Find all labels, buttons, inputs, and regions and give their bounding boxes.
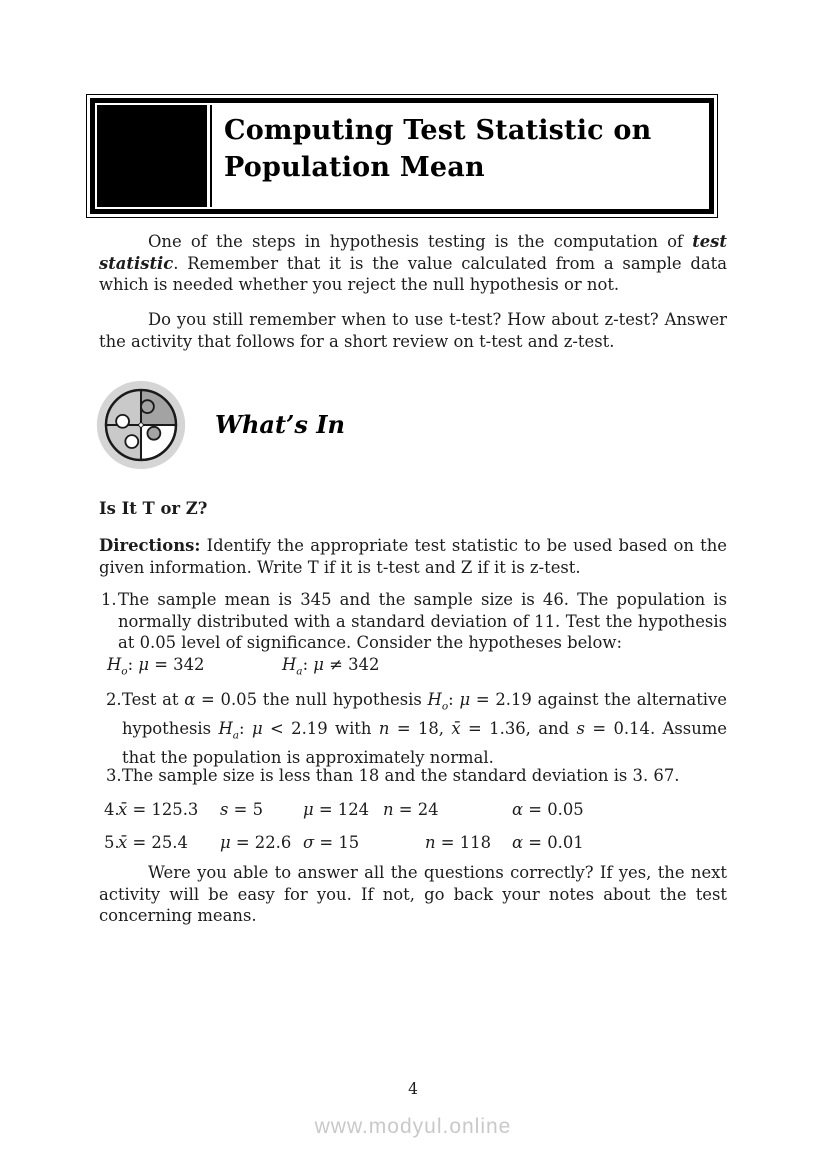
list-item-2	[99, 689, 727, 769]
item-5-mu: μ = 22.6	[220, 833, 292, 852]
intro-paragraph-2: Do you still remember when to use t-test? How about z-test? Answer the activity that follows for a short review on t-test and z-test.	[99, 310, 727, 351]
list-item-5	[99, 832, 727, 854]
puzzle-pieces-svg	[95, 379, 187, 471]
section-heading-whats-in: What’s In	[215, 410, 345, 439]
watermark: www.modyul.online	[314, 1115, 512, 1138]
banner-inner-frame	[90, 98, 714, 214]
item-1-number: 1.	[101, 590, 117, 609]
item-1-hypotheses	[99, 654, 727, 676]
activity-title: Is It T or Z?	[99, 499, 208, 518]
item-4-alpha: α = 0.05	[512, 800, 584, 819]
intro-p1-post: . Remember that it is the value calculated from a sample data which is needed whether you reject the null hypothesis or not.	[99, 253, 727, 295]
item-5-sigma: σ = 15	[303, 833, 360, 852]
item-5-xbar: x̄ = 25.4	[118, 833, 188, 852]
list-item-1	[99, 589, 727, 676]
item-4-number: 4.	[104, 800, 120, 819]
lesson-title	[212, 105, 707, 207]
lesson-title-banner	[86, 94, 718, 218]
alternative-hypothesis: $H_a$: μ ≠ 342	[282, 655, 380, 678]
item-5-n: n = 118	[425, 833, 492, 852]
item-4-xbar: x̄ = 125.3	[118, 800, 199, 819]
item-4-mu: μ = 124	[303, 800, 370, 819]
banner-black-square	[97, 105, 207, 207]
puzzle-pieces-icon	[95, 379, 187, 471]
page-number: 4	[408, 1080, 418, 1098]
directions-text: Identify the appropriate test statistic to be used based on the given information. Write T if it is t-test and Z if it is z-test.	[99, 536, 727, 577]
activity-directions	[99, 535, 727, 578]
closing-paragraph: Were you able to answer all the questions correctly? If yes, the next activity will be easy for you. If not, go back your notes about the test concerning means.	[99, 863, 727, 926]
item-1-text: The sample mean is 345 and the sample size is 46. The population is normally distributed with a standard deviation of 11. Test the hypothesis at 0.05 level of significance. Consider the hypotheses below:	[118, 590, 727, 653]
item-5-alpha: α = 0.01	[512, 833, 584, 852]
intro-paragraph-1	[99, 231, 727, 296]
item-4-s: s = 5	[220, 800, 264, 819]
item-3-text: The sample size is less than 18 and the standard deviation is 3. 67.	[122, 766, 680, 785]
intro-p1-emphasis: test statistic	[99, 232, 727, 273]
lesson-title-line2: Population Mean	[224, 152, 485, 183]
directions-label: Directions:	[99, 536, 201, 555]
item-2-number: 2.	[106, 690, 122, 709]
list-item-3	[99, 765, 727, 787]
lesson-title-line1: Computing Test Statistic on	[224, 115, 652, 146]
item-5-number: 5.	[104, 833, 120, 852]
item-4-n: n = 24	[383, 800, 439, 819]
intro-p1-pre: One of the steps in hypothesis testing is the computation of	[148, 232, 693, 251]
item-3-number: 3.	[106, 766, 122, 785]
item-2-text: Test at α = 0.05 the null hypothesis $H_o$: μ = 2.19 against the alternative hypothesis $H_a$: μ < 2.19 with n = 18, x̄ = 1.36, and s = 0.14. Assume that the population is approximately normal.	[122, 690, 728, 767]
null-hypothesis: $H_o$: μ = 342	[107, 655, 205, 678]
list-item-4	[99, 799, 727, 821]
